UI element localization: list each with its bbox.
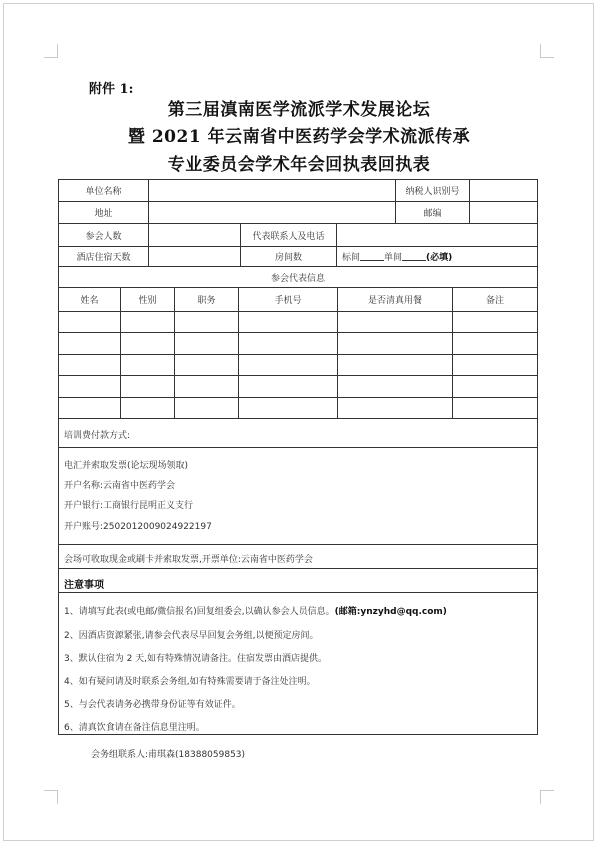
crop-mark-bottom-right [540, 790, 554, 804]
table-cell[interactable] [338, 355, 453, 376]
note-item-1-text: 1、请填写此表(或电邮/微信报名)回复组委会,以确认参会人员信息。 [64, 607, 335, 617]
footer-contact: 会务组联系人:甫琪森(18388059853) [91, 750, 246, 760]
onsite-payment-row [59, 545, 537, 569]
room-single-label: 单间 [384, 253, 403, 263]
column-header: 手机号 [239, 288, 338, 312]
table-cell[interactable] [175, 355, 239, 376]
column-header: 性别 [121, 288, 175, 312]
transfer-note: 电汇并索取发票(论坛现场领取) [64, 461, 189, 471]
table-cell[interactable] [121, 333, 175, 354]
postcode-label: 邮编 [396, 202, 470, 224]
onsite-payment-note: 会场可收取现金或刷卡并索取发票,开票单位:云南省中医药学会 [64, 555, 313, 565]
table-cell[interactable] [121, 312, 175, 333]
unit-name-label: 单位名称 [59, 180, 149, 202]
crop-mark-bottom-left [44, 790, 58, 804]
table-cell[interactable] [239, 333, 338, 354]
attachment-label: 附件 1: [89, 82, 134, 97]
table-cell[interactable] [453, 355, 537, 376]
table-cell[interactable] [453, 333, 537, 354]
table-cell[interactable] [453, 376, 537, 397]
column-header: 是否清真用餐 [338, 288, 453, 312]
payment-method-row [59, 419, 537, 448]
notes-heading: 注意事项 [64, 580, 104, 591]
rooms-label: 房间数 [241, 247, 337, 267]
registration-form-table [58, 179, 538, 735]
notes-heading-row [59, 569, 537, 593]
note-item-6: 6、清真饮食请在备注信息里注明。 [64, 723, 205, 733]
column-header: 姓名 [59, 288, 121, 312]
table-cell[interactable] [338, 333, 453, 354]
table-cell[interactable] [239, 312, 338, 333]
table-cell[interactable] [59, 333, 121, 354]
table-cell[interactable] [175, 333, 239, 354]
title-line-2: 暨 2021 年云南省中医药学会学术流派传承 [127, 127, 471, 147]
table-cell[interactable] [338, 312, 453, 333]
note-item-1-email: (邮箱:ynzyhd@qq.com) [334, 607, 447, 617]
table-cell[interactable] [239, 398, 338, 419]
table-cell[interactable] [338, 398, 453, 419]
contact-rep-label: 代表联系人及电话 [241, 224, 337, 247]
address-label: 地址 [59, 202, 149, 224]
note-item-1 [64, 604, 447, 617]
hotel-days-field[interactable] [149, 247, 241, 267]
hotel-days-label: 酒店住宿天数 [59, 247, 149, 267]
table-cell[interactable] [59, 312, 121, 333]
postcode-field[interactable] [470, 202, 537, 224]
column-header: 备注 [453, 288, 537, 312]
unit-name-field[interactable] [149, 180, 396, 202]
table-cell[interactable] [175, 376, 239, 397]
rooms-field[interactable] [337, 247, 537, 267]
bank-name: 开户银行:工商银行昆明正义支行 [64, 501, 194, 511]
rep-info-header: 参会代表信息 [59, 267, 537, 288]
room-single-blank[interactable] [402, 252, 426, 261]
title-line-3: 专业委员会学术年会回执表回执表 [167, 155, 431, 175]
note-item-4: 4、如有疑问请及时联系会务组,如有特殊需要请于备注处注明。 [64, 677, 316, 687]
crop-mark-top-right [540, 44, 554, 58]
account-number: 开户账号:2502012009024922197 [64, 522, 212, 532]
table-cell[interactable] [239, 355, 338, 376]
taxpayer-id-field[interactable] [470, 180, 537, 202]
address-field[interactable] [149, 202, 396, 224]
note-item-5: 5、与会代表请务必携带身份证等有效证件。 [64, 700, 241, 710]
bank-info-section [59, 448, 537, 545]
contact-rep-field[interactable] [337, 224, 537, 247]
taxpayer-id-label: 纳税人识别号 [396, 180, 470, 202]
table-cell[interactable] [175, 312, 239, 333]
table-cell[interactable] [239, 376, 338, 397]
crop-mark-top-left [44, 44, 58, 58]
table-cell[interactable] [338, 376, 453, 397]
table-cell[interactable] [453, 398, 537, 419]
room-required-note: (必填) [426, 253, 453, 263]
attendees-label: 参会人数 [59, 224, 149, 247]
table-cell[interactable] [59, 376, 121, 397]
room-standard-blank[interactable] [360, 252, 384, 261]
table-cell[interactable] [175, 398, 239, 419]
room-standard-label: 标间 [342, 253, 361, 263]
column-header: 职务 [175, 288, 239, 312]
table-cell[interactable] [453, 312, 537, 333]
table-cell[interactable] [121, 376, 175, 397]
table-cell[interactable] [59, 398, 121, 419]
account-name: 开户名称:云南省中医药学会 [64, 481, 176, 491]
payment-method-label: 培训费付款方式: [64, 431, 131, 441]
notes-list [59, 593, 537, 734]
note-item-3: 3、默认住宿为 2 天,如有特殊情况请备注。住宿发票由酒店提供。 [64, 654, 328, 664]
attendees-field[interactable] [149, 224, 241, 247]
title-line-1: 第三届滇南医学流派学术发展论坛 [167, 100, 431, 120]
table-cell[interactable] [121, 398, 175, 419]
table-cell[interactable] [121, 355, 175, 376]
note-item-2: 2、因酒店资源紧张,请参会代表尽早回复会务组,以便预定房间。 [64, 631, 319, 641]
table-cell[interactable] [59, 355, 121, 376]
